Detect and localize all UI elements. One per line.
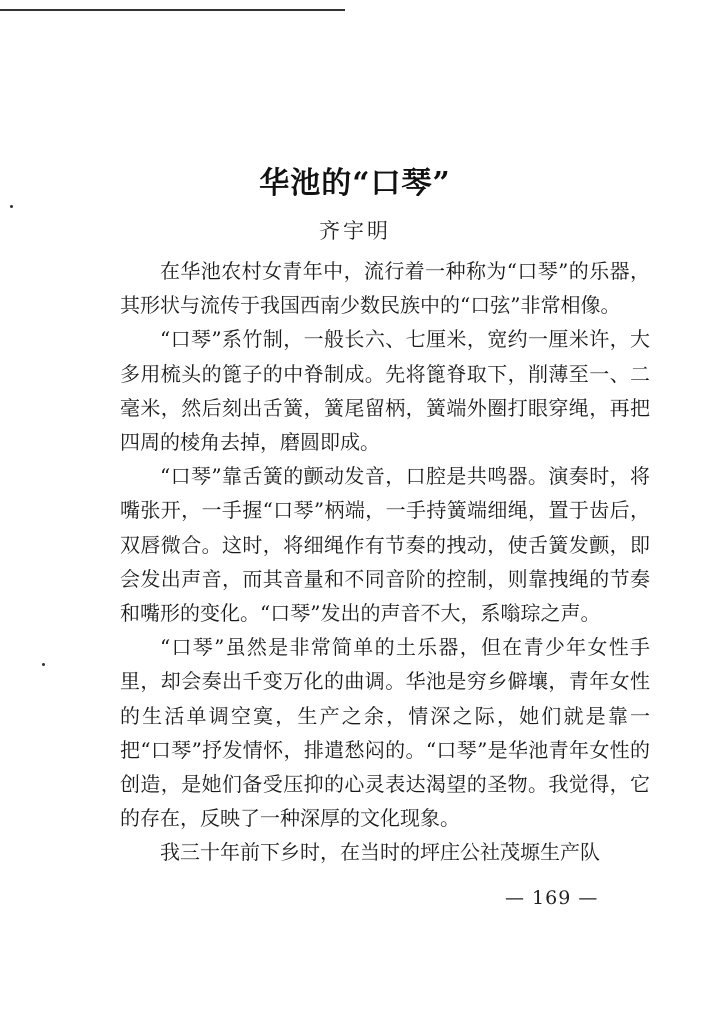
scan-speck — [10, 205, 13, 208]
paragraph: “口琴”虽然是非常简单的土乐器，但在青少年女性手里，却会奏出千变万化的曲调。华池是穷乡僻壤，青年女性的生活单调空寞，生产之余，情深之际，她们就是靠一把“口琴”抒发情怀，排遣愁闷的。“口琴”是华池青年女性的创造，是她们备受压抑的心灵表达渴望的圣物。我觉得，它的存在，反映了一种深厚的文化现象。 — [120, 635, 650, 831]
paragraph: 我三十年前下乡时，在当时的坪庄公社茂塬生产队 — [160, 840, 600, 865]
paragraph: “口琴”靠舌簧的颤动发音，口腔是共鸣器。演奏时，将嘴张开，一手握“口琴”柄端，一手持簧端细绳，置于齿后，双唇微合。这时，将细绳作有节奏的拽动，使舌簧发颤，即会发出声音，而其音量和不同音阶的控制，则靠拽绳的节奏和嘴形的变化。“口琴”发出的声音不大，系嗡琮之声。 — [120, 464, 650, 626]
page-number: — 169 — — [505, 887, 599, 909]
top-rule — [0, 9, 345, 11]
article-author: 齐宇明 — [319, 219, 391, 243]
paragraph: “口琴”系竹制，一般长六、七厘米，宽约一厘米许，大多用梳头的篦子的中脊制成。先将篦脊取下，削薄至一、二毫米，然后刻出舌簧，簧尾留柄，簧端外圈打眼穿绳，再把四周的棱角去掉，磨圆即成。 — [120, 327, 650, 455]
paragraph: 在华池农村女青年中，流行着一种称为“口琴”的乐器，其形状与流传于我国西南少数民族中的“口弦”非常相像。 — [120, 259, 650, 318]
article-body — [120, 254, 650, 870]
scan-speck — [42, 663, 45, 666]
article-title: 华池的“口琴” — [259, 166, 451, 201]
